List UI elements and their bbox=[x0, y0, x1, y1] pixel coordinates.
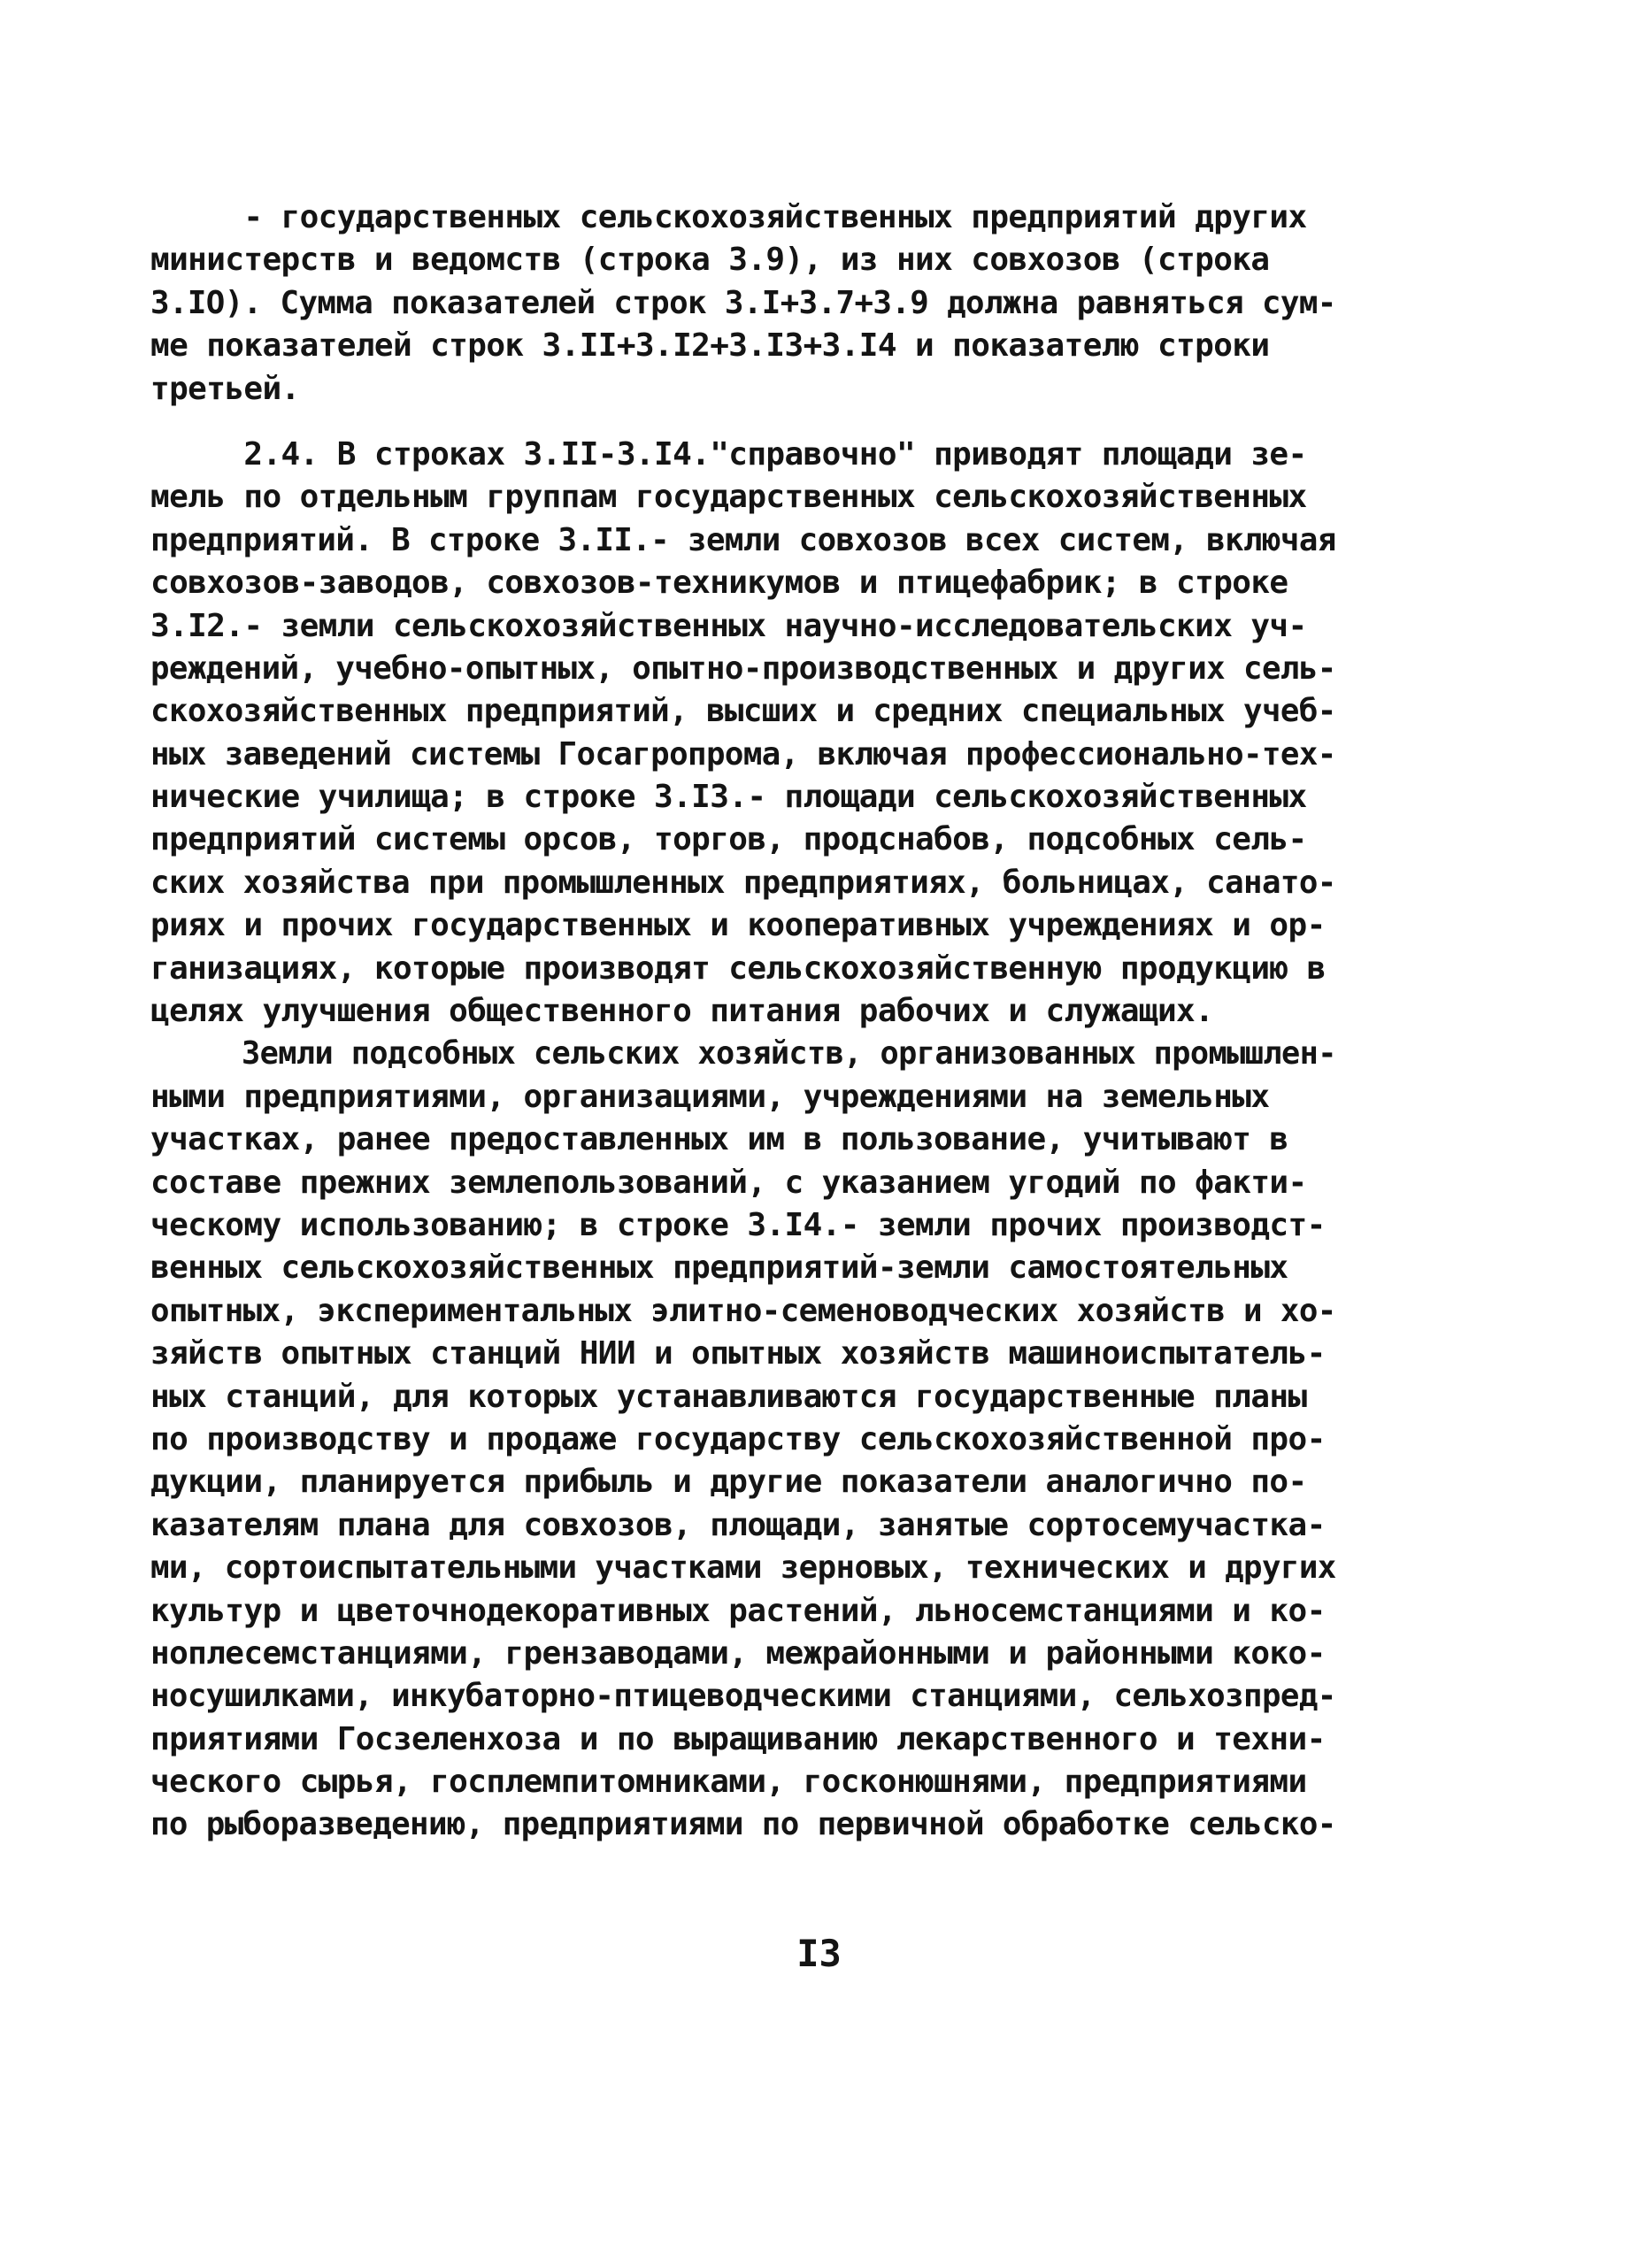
text-line: предприятий системы орсов, торгов, продснабов, подсобных сель- bbox=[150, 821, 1307, 858]
text-line: риях и прочих государственных и кооперативных учреждениях и ор- bbox=[150, 907, 1326, 944]
text-line: ными предприятиями, организациями, учреждениями на земельных bbox=[150, 1078, 1270, 1115]
text-line: предприятий. В строке 3.II.- земли совхозов всех систем, включая bbox=[150, 521, 1336, 558]
text-line: целях улучшения общественного питания рабочих и служащих. bbox=[150, 993, 1214, 1030]
text-line: ноплесемстанциями, грензаводами, межрайонными и районными коко- bbox=[150, 1634, 1326, 1672]
text-line: ских хозяйства при промышленных предприятиях, больницах, санато- bbox=[150, 864, 1336, 901]
text-line: ческого сырья, госплемпитомниками, госконюшнями, предприятиями bbox=[150, 1764, 1307, 1801]
text-line: участках, ранее предоставленных им в пользование, учитывают в bbox=[150, 1121, 1288, 1158]
text-line: ме показателей строк 3.II+3.I2+3.I3+3.I4 и показателю строки bbox=[150, 327, 1270, 365]
text-line: 3.IO). Сумма показателей строк 3.I+3.7+3.9 должна равняться сум- bbox=[150, 284, 1336, 321]
text-line: ческому использованию; в строке 3.I4.- земли прочих производст- bbox=[150, 1206, 1326, 1243]
paragraph bbox=[150, 1033, 1336, 1846]
text-line: мель по отдельным группам государственных сельскохозяйственных bbox=[150, 479, 1307, 516]
page-number: I3 bbox=[796, 1932, 842, 1975]
text-line: опытных, экспериментальных элитно-семеноводческих хозяйств и хо- bbox=[150, 1292, 1336, 1329]
text-line: скохозяйственных предприятий, высших и средних специальных учеб- bbox=[150, 693, 1336, 730]
text-line: зяйств опытных станций НИИ и опытных хозяйств машиноиспытатель- bbox=[150, 1335, 1326, 1372]
text-line: составе прежних землепользований, с указанием угодий по факти- bbox=[150, 1164, 1307, 1201]
text-line: - государственных сельскохозяйственных предприятий других bbox=[150, 199, 1307, 235]
text-line: реждений, учебно-опытных, опытно-производственных и других сель- bbox=[150, 650, 1336, 687]
text-line: Земли подсобных сельских хозяйств, организованных промышлен- bbox=[150, 1035, 1336, 1072]
body-text bbox=[150, 196, 1336, 1847]
text-line: нические училища; в строке 3.I3.- площади сельскохозяйственных bbox=[150, 779, 1307, 816]
text-line: 2.4. В строках 3.II-3.I4."справочно" приводят площади зе- bbox=[150, 435, 1307, 473]
paragraph bbox=[150, 196, 1336, 411]
paragraph bbox=[150, 434, 1336, 1033]
text-line: 3.I2.- земли сельскохозяйственных научно-исследовательских уч- bbox=[150, 607, 1307, 644]
text-line: министерств и ведомств (строка 3.9), из них совхозов (строка bbox=[150, 242, 1270, 279]
text-line: приятиями Госзеленхоза и по выращиванию лекарственного и техни- bbox=[150, 1720, 1326, 1757]
text-line: по рыборазведению, предприятиями по первичной обработке сельско- bbox=[150, 1806, 1336, 1843]
text-line: третьей. bbox=[150, 370, 300, 407]
paragraph-gap bbox=[150, 411, 1336, 434]
text-line: культур и цветочнодекоративных растений, льносемстанциями и ко- bbox=[150, 1592, 1326, 1629]
text-line: ных станций, для которых устанавливаются государственные планы bbox=[150, 1378, 1307, 1415]
text-line: ганизациях, которые производят сельскохозяйственную продукцию в bbox=[150, 949, 1326, 987]
text-line: совхозов-заводов, совхозов-техникумов и птицефабрик; в строке bbox=[150, 565, 1288, 602]
text-line: по производству и продаже государству сельскохозяйственной про- bbox=[150, 1420, 1326, 1457]
text-line: дукции, планируется прибыль и другие показатели аналогично по- bbox=[150, 1464, 1307, 1501]
text-line: венных сельскохозяйственных предприятий-земли самостоятельных bbox=[150, 1249, 1288, 1287]
text-line: носушилками, инкубаторно-птицеводческими станциями, сельхозпред- bbox=[150, 1678, 1336, 1715]
text-line: ных заведений системы Госагропрома, включая профессионально-тех- bbox=[150, 735, 1336, 773]
text-line: ми, сортоиспытательными участками зерновых, технических и других bbox=[150, 1549, 1336, 1587]
text-line: казателям плана для совхозов, площади, занятые сортосемучастка- bbox=[150, 1506, 1326, 1543]
